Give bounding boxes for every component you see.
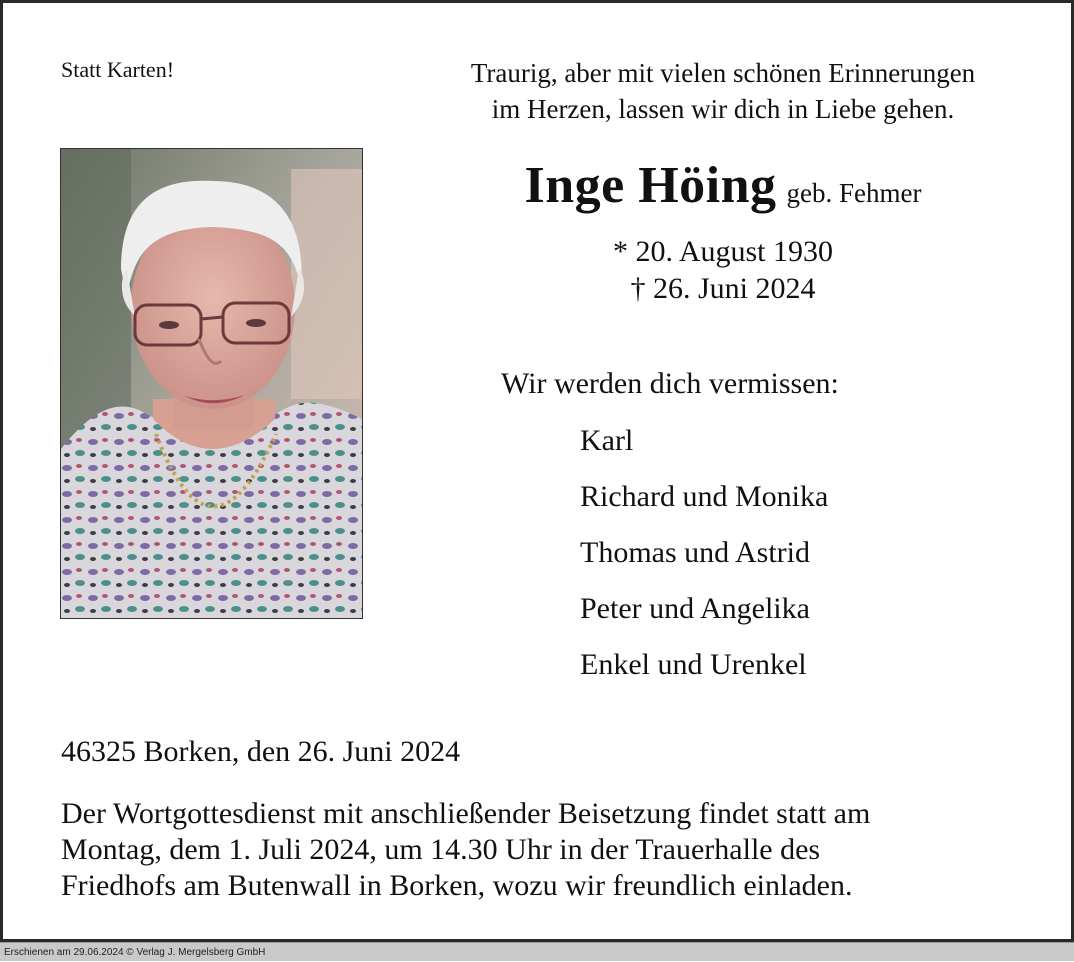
mourner-item: Enkel und Urenkel xyxy=(580,648,807,681)
quote-line-2: im Herzen, lassen wir dich in Liebe gehen. xyxy=(491,94,955,124)
quote-line-1: Traurig, aber mit vielen schönen Erinnerungen xyxy=(470,58,976,88)
portrait-image xyxy=(61,149,362,618)
life-dates xyxy=(403,233,1043,307)
statt-karten-label: Statt Karten! xyxy=(61,57,175,82)
publication-footer: Erschienen am 29.06.2024 © Verlag J. Mergelsberg GmbH xyxy=(0,942,1074,961)
missing-line: Wir werden dich vermissen: xyxy=(501,367,839,400)
portrait-photo xyxy=(60,148,363,619)
service-line-2: Montag, dem 1. Juli 2024, um 14.30 Uhr in der Trauerhalle des xyxy=(61,833,821,866)
place-and-date: 46325 Borken, den 26. Juni 2024 xyxy=(61,735,461,768)
service-announcement xyxy=(61,796,1041,904)
opening-quote xyxy=(403,55,1043,127)
mourner-item: Richard und Monika xyxy=(580,480,829,513)
deceased-name: Inge Höing xyxy=(524,157,777,214)
service-line-3: Friedhofs am Butenwall in Borken, wozu wir freundlich einladen. xyxy=(61,869,853,902)
mourner-item: Karl xyxy=(580,424,634,457)
mourner-item: Thomas und Astrid xyxy=(580,536,810,569)
birth-name: geb. Fehmer xyxy=(786,178,922,208)
mourners-list xyxy=(580,413,828,693)
deceased-name-line xyxy=(403,156,1043,215)
mourner-item: Peter und Angelika xyxy=(580,592,810,625)
death-date: † 26. Juni 2024 xyxy=(630,272,816,305)
birth-date: * 20. August 1930 xyxy=(612,235,834,268)
service-line-1: Der Wortgottesdienst mit anschließender Beisetzung findet statt am xyxy=(61,797,871,830)
